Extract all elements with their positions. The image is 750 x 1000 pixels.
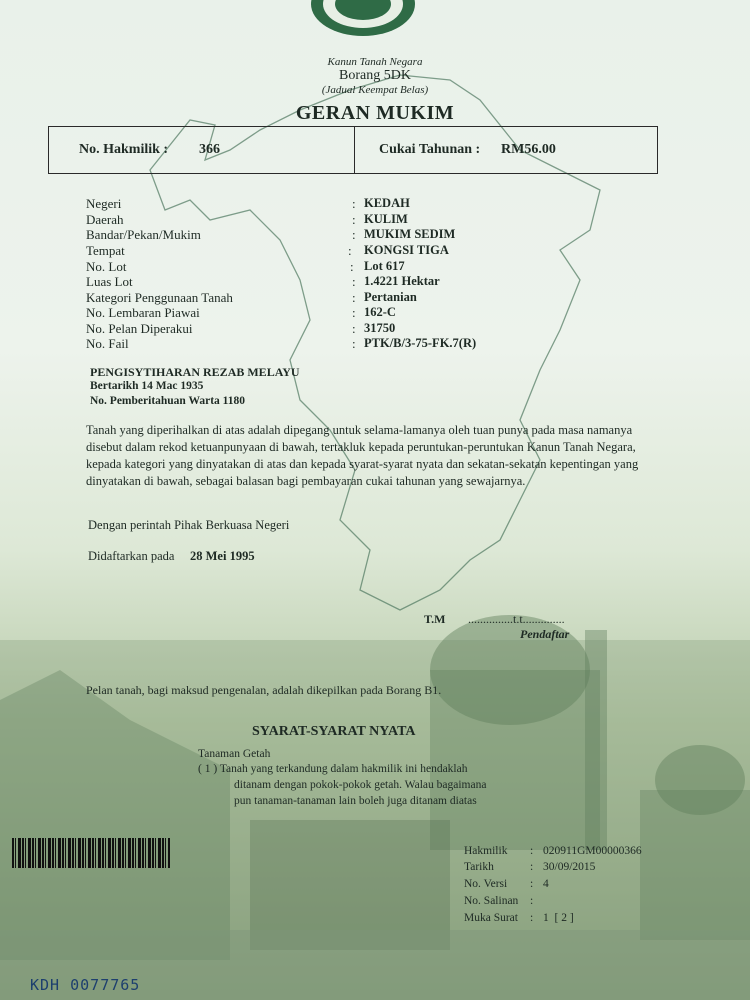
registrar-label: Pendaftar (520, 627, 570, 641)
field-colon: : (350, 259, 354, 274)
conditions-subheading: Tanaman Getah (198, 748, 271, 760)
hakmilik-label: No. Hakmilik : (79, 142, 169, 157)
declaration-line: Tanah yang diperihalkan di atas adalah dipegang untuk selama-lamanya oleh tuan punya pada masa namanya (86, 423, 633, 437)
form-number: Borang 5DK (339, 68, 411, 83)
meta-colon: : (530, 861, 534, 873)
meta-value-tarikh: 30/09/2015 (543, 861, 596, 873)
field-colon: : (352, 196, 356, 211)
meta-label-hakmilik: Hakmilik (464, 845, 508, 857)
field-colon: : (352, 321, 356, 336)
field-colon: : (352, 336, 356, 351)
field-colon: : (352, 274, 356, 289)
meta-label-muka-surat: Muka Surat (464, 912, 518, 924)
document-title: GERAN MUKIM (295, 102, 455, 124)
plan-note: Pelan tanah, bagi maksud pengenalan, adalah dikepilkan pada Borang B1. (86, 683, 442, 697)
reserve-gazette: No. Pemberitahuan Warta 1180 (90, 395, 246, 407)
field-value-negeri: KEDAH (364, 196, 410, 210)
field-colon: : (348, 243, 352, 258)
conditions-heading: SYARAT-SYARAT NYATA (252, 724, 416, 739)
condition-line: pun tanaman-tanaman lain boleh juga ditanam diatas (234, 795, 477, 807)
field-colon: : (352, 305, 356, 320)
field-value-daerah: KULIM (364, 212, 408, 226)
declaration-line: disebut dalam rekod ketuanpunyaan di bawah, tertakluk kepada peruntukan-peruntukan Kanun Tanah Negara, (86, 440, 636, 454)
registered-label: Didaftarkan pada (88, 549, 175, 563)
field-label-bandar: Bandar/Pekan/Mukim (86, 227, 201, 242)
condition-line: ( 1 ) Tanah yang terkandung dalam hakmilik ini hendaklah (198, 763, 468, 775)
field-label-luas-lot: Luas Lot (86, 274, 133, 289)
signature-dots: ...............t.t.............. (468, 612, 565, 626)
field-label-pelan: No. Pelan Diperakui (86, 321, 193, 336)
reserve-heading: PENGISYTIHARAN REZAB MELAYU (90, 365, 300, 379)
barcode-icon (12, 838, 170, 868)
signature-tm: T.M (424, 612, 446, 626)
title-box (48, 126, 658, 174)
field-value-lembaran: 162-C (364, 305, 396, 319)
field-value-pelan: 31750 (364, 321, 396, 335)
field-value-bandar: MUKIM SEDIM (364, 227, 456, 241)
field-label-lembaran: No. Lembaran Piawai (86, 305, 200, 320)
meta-value-hakmilik: 020911GM00000366 (543, 845, 642, 857)
field-label-tempat: Tempat (86, 243, 125, 258)
cukai-label: Cukai Tahunan : (379, 142, 481, 157)
field-value-kategori: Pertanian (364, 290, 417, 304)
meta-label-versi: No. Versi (464, 878, 508, 890)
meta-colon: : (530, 878, 534, 890)
schedule-name: (Jadual Keempat Belas) (321, 84, 429, 96)
declaration-line: kepada kategori yang dinyatakan di atas dan kepada syarat-syarat nyata dan sekatan-sekatan kepentingan yang (86, 457, 639, 471)
serial-number: KDH 0077765 (30, 976, 141, 994)
state-crest-icon (308, 0, 418, 38)
meta-value-muka-surat: 1 [ 2 ] (543, 912, 574, 924)
cukai-value: RM56.00 (501, 142, 556, 157)
title-box-divider (354, 127, 355, 173)
field-label-daerah: Daerah (86, 212, 124, 227)
meta-colon: : (530, 845, 534, 857)
authority-line: Dengan perintah Pihak Berkuasa Negeri (88, 518, 290, 532)
reserve-date: Bertarikh 14 Mac 1935 (90, 380, 204, 392)
condition-line: ditanam dengan pokok-pokok getah. Walau bagaimana (234, 779, 487, 791)
field-label-no-lot: No. Lot (86, 259, 127, 274)
act-name: Kanun Tanah Negara (327, 56, 423, 68)
field-colon: : (352, 212, 356, 227)
hakmilik-value: 366 (199, 142, 220, 157)
field-value-luas-lot: 1.4221 Hektar (364, 274, 440, 288)
field-value-no-lot: Lot 617 (364, 259, 405, 273)
field-label-negeri: Negeri (86, 196, 122, 211)
meta-colon: : (530, 912, 534, 924)
field-value-fail: PTK/B/3-75-FK.7(R) (364, 336, 477, 350)
field-label-kategori: Kategori Penggunaan Tanah (86, 290, 233, 305)
meta-label-salinan: No. Salinan (464, 895, 519, 907)
field-label-fail: No. Fail (86, 336, 129, 351)
registered-date: 28 Mei 1995 (190, 549, 255, 563)
meta-value-versi: 4 (543, 878, 549, 890)
field-value-tempat: KONGSI TIGA (364, 243, 449, 257)
meta-colon: : (530, 895, 534, 907)
field-colon: : (352, 290, 356, 305)
declaration-line: dinyatakan di bawah, sebagai balasan bagi pembayaran cukai tahunan yang sewajarnya. (86, 474, 526, 488)
meta-label-tarikh: Tarikh (464, 861, 494, 873)
field-colon: : (352, 227, 356, 242)
